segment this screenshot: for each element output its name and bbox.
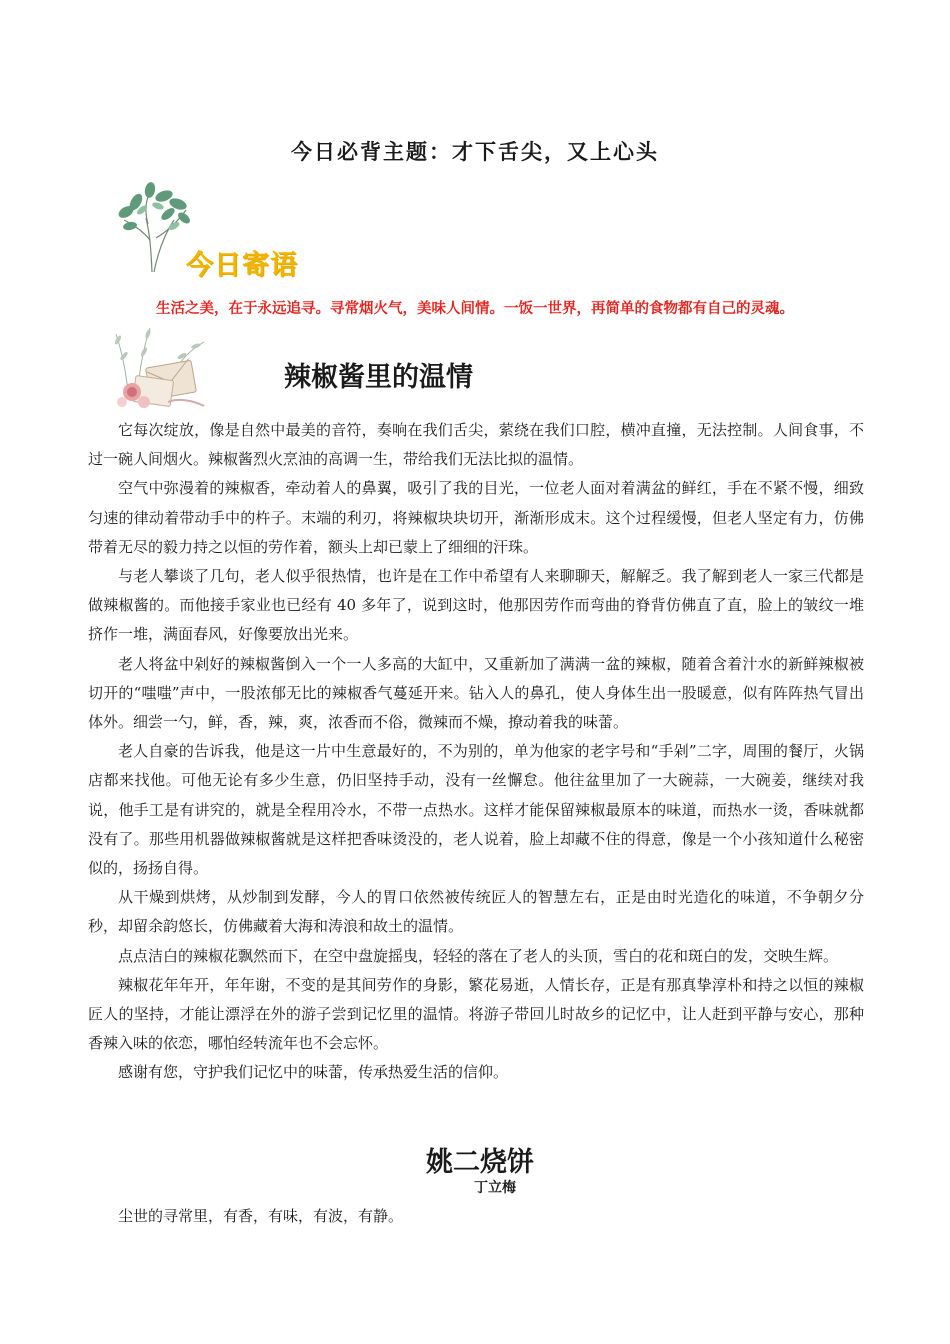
motto-text: 生活之美，在于永远追寻。寻常烟火气，美味人间情。一饭一世界，再简单的食物都有自己的灵魂。	[156, 301, 794, 317]
paragraph: 与老人攀谈了几句，老人似乎很热情，也许是在工作中希望有人来聊聊天，解解乏。我了解到老人一家三代都是做辣椒酱的。而他接手家业也已经有 40 多年了，说到这时，他那因劳作而弯曲的脊背仿佛直了直，脸上的皱纹一堆挤作一堆，满面春风，好像要放出光来。	[88, 567, 864, 644]
motto-heading: 今日寄语	[186, 250, 298, 281]
paragraph: 辣椒花年年开，年年谢，不变的是其间劳作的身影，繁花易逝，人情长存，正是有那真挚淳朴和持之以恒的辣椒匠人的坚持，才能让漂浮在外的游子尝到记忆里的温情。将游子带回儿时故乡的记忆中，让人赶到平静与安心，那种香辣入味的依恋，哪怕经转流年也不会忘怀。	[88, 975, 864, 1053]
second-article-author: 丁立梅	[474, 1180, 516, 1196]
paragraph: 老人将盆中剁好的辣椒酱倒入一个一人多高的大缸中，又重新加了满满一盆的辣椒，随着含着汁水的新鲜辣椒被切开的“嗤嗤”声中，一股浓郁无比的辣椒香气蔓延开来。钻入人的鼻孔，使人身体生出一股暖意，似有阵阵热气冒出体外。细尝一勺，鲜，香，辣，爽，浓香而不俗，微辣而不燥，撩动着我的味蕾。	[88, 654, 864, 732]
page-title: 今日必背主题：才下舌尖，又上心头	[291, 139, 659, 164]
article-body	[88, 416, 864, 1088]
paragraph: 尘世的寻常里，有香，有味，有波，有静。	[118, 1207, 404, 1225]
paragraph: 感谢有您，守护我们记忆中的味蕾，传承热爱生活的信仰。	[118, 1063, 509, 1082]
paragraph: 空气中弥漫着的辣椒香，牵动着人的鼻翼，吸引了我的目光，一位老人面对着满盆的鲜红，手在不紧不慢，细致匀速的律动着带动手中的杵子。末端的利刃，将辣椒块块切开，渐渐形成末。这个过程缓慢，但老人坚定有力，仿佛带着无尽的毅力持之以恒的劳作着，额头上却已蒙上了细细的汗珠。	[88, 479, 864, 556]
leafy-plant-icon	[116, 180, 192, 272]
second-article-title: 姚二烧饼	[426, 1147, 534, 1178]
paragraph: 它每次绽放，像是自然中最美的音符，奏响在我们舌尖，萦绕在我们口腔，横冲直撞，无法控制。人间食事，不过一碗人间烟火。辣椒酱烈火烹油的高调一生，带给我们无法比拟的温情。	[88, 421, 864, 469]
paragraph: 老人自豪的告诉我，他是这一片中生意最好的，不为别的，单为他家的老字号和“手剁”二字，周围的餐厅，火锅店都来找他。可他无论有多少生意，仍旧坚持手动，没有一丝懈怠。他往盆里加了一大碗蒜，一大碗姜，继续对我说，他手工是有讲究的，就是全程用冷水，不带一点热水。这样才能保留辣椒最原本的味道，而热水一烫，香味就都没有了。那些用机器做辣椒酱就是这样把香味烫没的，老人说着，脸上却藏不住的得意，像是一个小孩知道什么秘密似的，扬扬自得。	[88, 742, 864, 878]
second-article-body	[88, 1202, 864, 1231]
paragraph: 从干燥到烘烤，从炒制到发酵，今人的胃口依然被传统匠人的智慧左右，正是由时光造化的味道，不争朝夕分秒，却留余韵悠长，仿佛藏着大海和涛浪和故土的温情。	[88, 888, 864, 936]
paragraph: 点点洁白的辣椒花飘然而下，在空中盘旋摇曳，轻轻的落在了老人的头顶，雪白的花和斑白的发，交映生辉。	[118, 946, 839, 965]
flower-envelope-bouquet-icon	[108, 322, 214, 414]
article-title: 辣椒酱里的温情	[284, 362, 473, 393]
